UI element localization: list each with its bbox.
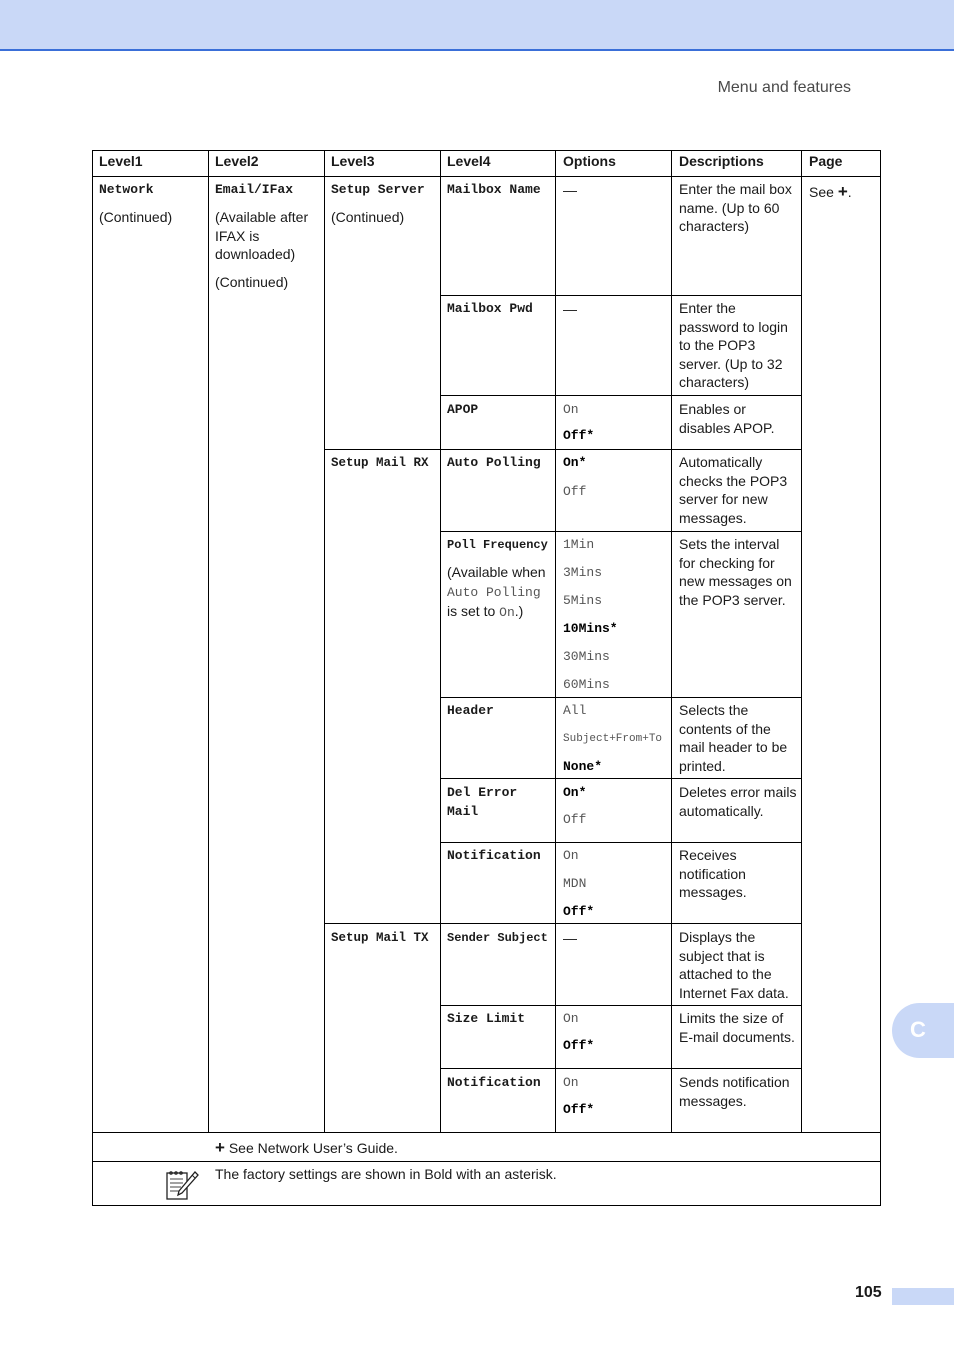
option-off-default: Off* [563, 1102, 595, 1117]
option-dash: — [563, 930, 577, 946]
desc-mailbox-name: Enter the mail box name. (Up to 60 characters) [679, 181, 792, 234]
level4-mailbox-pwd: Mailbox Pwd [447, 301, 533, 316]
desc-header: Selects the contents of the mail header to be printed. [679, 702, 788, 774]
level4-poll-frequency: Poll Frequency [447, 538, 548, 552]
level4-sender-subject: Sender Subject [447, 931, 548, 945]
note-text: is set to [447, 603, 496, 619]
page-number-bar [892, 1288, 954, 1305]
option-off: Off [563, 484, 587, 499]
level4-size-limit: Size Limit [447, 1011, 526, 1026]
level2-note: (Available after IFAX is downloaded) [215, 209, 309, 262]
footnote-network-guide-text: See Network User’s Guide. [228, 1140, 398, 1156]
plus-icon: + [837, 182, 848, 201]
desc-size-limit: Limits the size of E-mail documents. [679, 1010, 795, 1045]
desc-notification-rx: Receives notification messages. [679, 847, 747, 900]
plus-icon: + [215, 1138, 225, 1157]
level1-note: (Continued) [99, 209, 173, 225]
col-header-descriptions: Descriptions [679, 153, 764, 169]
footnote-factory-settings: The factory settings are shown in Bold with an asterisk. [215, 1166, 557, 1182]
note-text: (Available when [447, 564, 546, 580]
level4-mailbox-name: Mailbox Name [447, 182, 541, 197]
level4-poll-frequency-note [447, 563, 552, 623]
option-on: On [563, 1075, 579, 1090]
option-off-default: Off* [563, 1038, 595, 1053]
option-off-default: Off* [563, 428, 595, 443]
chapter-tab-label: C [910, 1017, 926, 1042]
desc-mailbox-pwd: Enter the password to login to the POP3 server. (Up to 32 characters) [679, 300, 788, 390]
option-3mins: 3Mins [563, 565, 603, 580]
col-header-level3: Level3 [331, 153, 375, 169]
option-off: Off [563, 812, 587, 827]
level1-name: Network [99, 182, 154, 197]
page-ref: See +. [809, 182, 852, 201]
level3-setup-mail-tx: Setup Mail TX [331, 931, 429, 945]
col-header-level4: Level4 [447, 153, 491, 169]
col-header-level2: Level2 [215, 153, 259, 169]
option-on: On [563, 402, 579, 417]
level4-apop: APOP [447, 402, 479, 417]
desc-apop: Enables or disables APOP. [679, 401, 775, 436]
section-title: Menu and features [717, 79, 851, 96]
level4-header: Header [447, 703, 494, 718]
desc-sender-subject: Displays the subject that is attached to the Internet Fax data. [679, 929, 789, 1001]
level2-name: Email/IFax [215, 182, 294, 197]
desc-auto-polling: Automatically checks the POP3 server for new messages. [679, 454, 788, 526]
footnote-network-guide [215, 1139, 398, 1158]
desc-del-error-mail: Deletes error mails automatically. [679, 784, 797, 819]
option-dash: — [563, 301, 577, 317]
level4-del-error-mail: Del Error Mail [447, 785, 518, 819]
level3-setup-mail-rx: Setup Mail RX [331, 456, 429, 470]
option-all: All [563, 703, 587, 718]
level2-note-continued: (Continued) [215, 274, 289, 290]
option-10mins-default: 10Mins* [563, 621, 618, 636]
level3-setup-server: Setup Server [331, 182, 425, 197]
option-dash: — [563, 182, 577, 198]
desc-poll-frequency: Sets the interval for checking for new messages on the POP3 server. [679, 536, 792, 608]
memo-pencil-icon [165, 1168, 199, 1202]
option-subject-from-to: Subject+From+To [563, 733, 663, 745]
option-none-default: None* [563, 759, 603, 774]
option-on-default: On* [563, 785, 587, 800]
chapter-tab [892, 1003, 954, 1058]
level3-setup-server-note: (Continued) [331, 209, 405, 225]
page-number: 105 [855, 1284, 882, 1301]
option-on-default: On* [563, 455, 587, 470]
desc-notification-tx: Sends notification messages. [679, 1074, 790, 1109]
top-header-bar [0, 0, 954, 51]
note-text: .) [514, 603, 524, 619]
level4-notification-rx: Notification [447, 848, 541, 863]
option-mdn: MDN [563, 876, 587, 891]
note-setting: Auto Polling [447, 584, 541, 600]
level4-notification-tx: Notification [447, 1075, 541, 1090]
option-1min: 1Min [563, 537, 595, 552]
page-ref-text: See [809, 184, 834, 200]
col-header-page: Page [809, 153, 843, 169]
level4-auto-polling: Auto Polling [447, 455, 541, 470]
option-on: On [563, 848, 579, 863]
option-30mins: 30Mins [563, 649, 610, 664]
col-header-level1: Level1 [99, 153, 143, 169]
option-60mins: 60Mins [563, 677, 610, 692]
col-header-options: Options [563, 153, 616, 169]
option-off-default: Off* [563, 904, 595, 919]
note-value: On [499, 605, 515, 620]
option-on: On [563, 1011, 579, 1026]
option-5mins: 5Mins [563, 593, 603, 608]
